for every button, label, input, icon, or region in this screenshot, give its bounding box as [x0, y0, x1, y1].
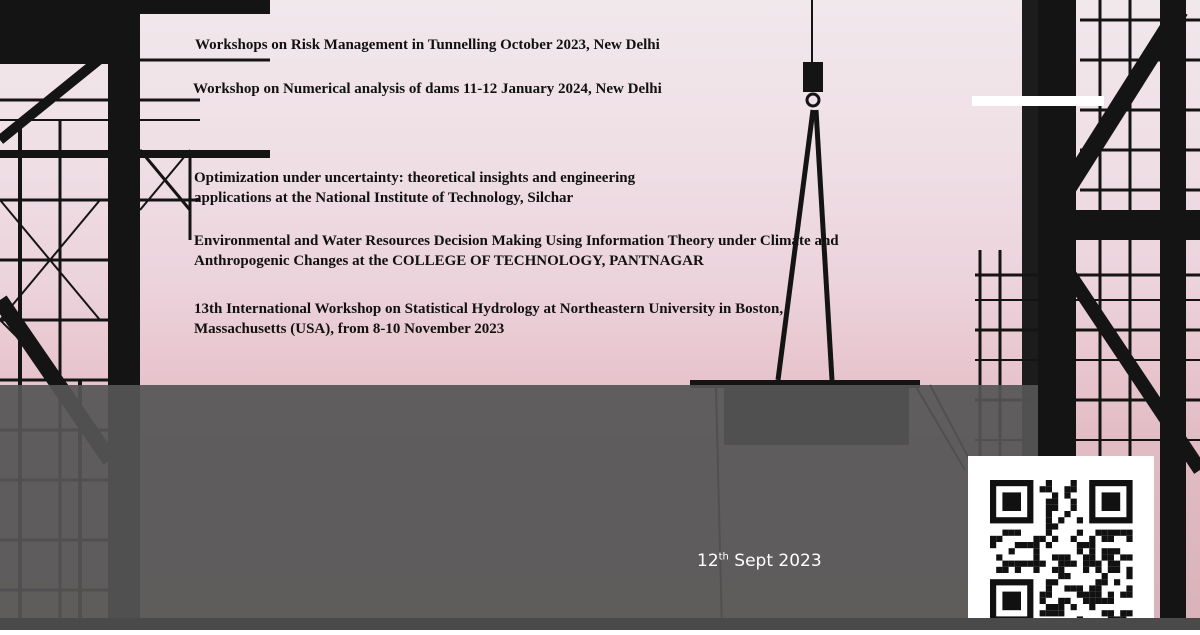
date-label — [697, 551, 822, 571]
event-item-3 — [194, 168, 635, 208]
bottom-strip — [0, 618, 1200, 630]
qr-code-panel — [968, 456, 1154, 630]
dark-overlay-band — [0, 385, 1038, 630]
event-item-1-line-1: Workshops on Risk Management in Tunnelling October 2023, New Delhi — [195, 37, 660, 53]
event-item-4 — [194, 231, 839, 271]
event-item-5-line-2: Massachusetts (USA), from 8-10 November 2023 — [194, 321, 505, 337]
event-item-3-line-1: Optimization under uncertainty: theoretical insights and engineering — [194, 170, 636, 186]
event-item-5 — [194, 299, 783, 339]
date-rest: Sept 2023 — [728, 551, 822, 571]
event-item-4-line-2: Anthropogenic Changes at the COLLEGE OF TECHNOLOGY, PANTNAGAR — [194, 253, 704, 269]
event-item-4-line-1: Environmental and Water Resources Decision Making Using Information Theory under Climate and — [194, 233, 839, 249]
qr-code-icon — [968, 456, 1154, 630]
event-item-2-line-1: Workshop on Numerical analysis of dams 11-12 January 2024, New Delhi — [193, 81, 662, 97]
date-day: 12 — [697, 551, 719, 571]
event-item-2 — [193, 79, 662, 99]
event-item-5-line-1: 13th International Workshop on Statistical Hydrology at Northeastern University in Boston, — [194, 301, 784, 317]
event-item-1 — [195, 35, 660, 55]
event-item-3-line-2: applications at the National Institute of Technology, Silchar — [194, 190, 574, 206]
decorative-white-bar — [972, 96, 1104, 106]
date-suffix: th — [718, 551, 729, 563]
